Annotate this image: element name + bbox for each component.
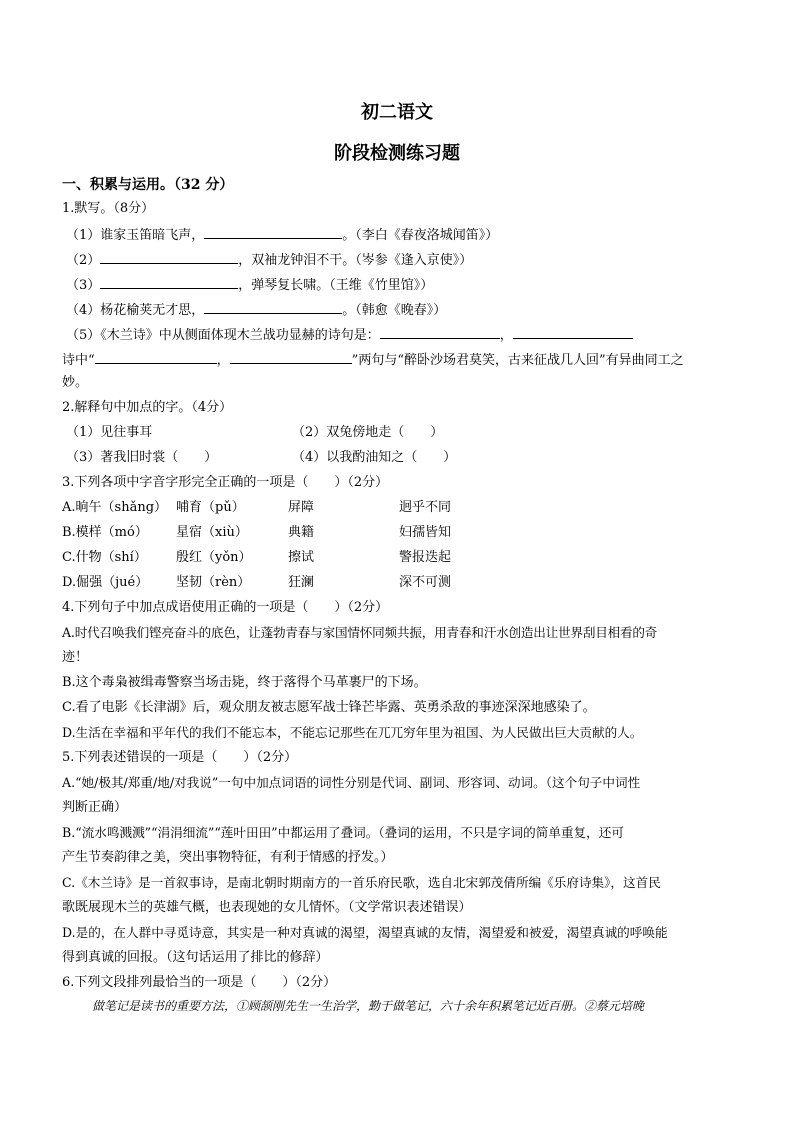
q1-item-4-prefix: （4）杨花榆荚无才思， <box>66 303 205 318</box>
q3-option-d-2: 坚韧（rèn） <box>176 575 251 590</box>
answer-blank[interactable] <box>513 325 633 339</box>
q4-option-a-cont: 迹！ <box>62 650 89 665</box>
q3-option-d-4: 深不可测 <box>399 575 452 590</box>
q5-option-c-cont: 歌既展现木兰的英雄气概，也表现她的女儿情怀。（文学常识表述错误） <box>62 900 472 915</box>
answer-blank[interactable] <box>100 250 238 264</box>
q1-item-5-line2-prefix: 诗中“ <box>62 353 95 368</box>
q5-option-d-cont: 得到真诚的回报。（这句话运用了排比的修辞） <box>62 950 329 965</box>
q3-option-b-1: B.模样（mó） <box>62 525 148 540</box>
q1-item-5-line2 <box>62 350 684 370</box>
q2-item-3: （3）著我旧时裳（ ） <box>66 450 218 465</box>
q1-item-4 <box>66 300 446 320</box>
q2-item-2: （2）双兔傍地走（ ） <box>292 425 444 440</box>
q5-option-d: D.是的，在人群中寻觅诗意，其实是一种对真诚的渴望，渴望真诚的友情，渴望爱和被爱，渴望真诚的呼唤能 <box>62 925 668 940</box>
q3-option-a-3: 屏障 <box>288 500 315 515</box>
q3-option-b-4: 妇孺皆知 <box>399 525 452 540</box>
q3-stem: 3.下列各项中字音字形完全正确的一项是（ ）（2分） <box>62 475 389 490</box>
q4-option-a: A.时代召唤我们铿亮奋斗的底色，让蓬勃青春与家国情怀同频共振，用青春和汗水创造出让世界刮目相看的奇 <box>62 625 658 640</box>
q3-option-c-1: C.什物（shí） <box>62 550 147 565</box>
q3-option-a-2: 哺育（pǔ） <box>176 500 245 515</box>
q4-option-b: B.这个毒枭被缉毒警察当场击毙，终于落得个马革裹尸的下场。 <box>62 675 427 690</box>
document-subtitle: 阶段检测练习题 <box>334 143 460 164</box>
q6-stem: 6.下列文段排列最恰当的一项是（ ）（2分） <box>62 975 337 990</box>
q5-option-b: B.“流水鸣溅溅”“涓涓细流”“莲叶田田”中都运用了叠词。（叠词的运用，不只是字词的简单重复，还可 <box>62 825 624 840</box>
q5-option-c: C.《木兰诗》是一首叙事诗，是南北朝时期南方的一首乐府民歌，选自北宋郭茂倩所编《乐府诗集》，这首民 <box>62 875 661 890</box>
q3-option-b-2: 星宿（xiù） <box>176 525 248 540</box>
q1-item-1 <box>66 225 498 245</box>
answer-blank[interactable] <box>204 300 342 314</box>
q5-option-b-cont: 产生节奏韵律之美，突出事物特征，有利于情感的抒发。） <box>62 850 394 865</box>
q2-item-4: （4）以我酌油知之（ ） <box>292 450 457 465</box>
q5-stem: 5.下列表述错误的一项是（ ）（2分） <box>62 750 298 765</box>
q3-option-d-1: D.倔强（jué） <box>62 575 149 590</box>
q1-item-2-prefix: （2） <box>66 253 101 268</box>
answer-blank[interactable] <box>95 350 217 364</box>
q2-item-1: （1）见往事耳 <box>66 425 153 440</box>
answer-blank[interactable] <box>100 275 238 289</box>
q1-item-5-line2-suffix: ”两句与“醉卧沙场君莫笑，古来征战几人回”有异曲同工之 <box>351 353 684 368</box>
q1-item-2 <box>66 250 472 270</box>
q1-item-1-suffix: 。（李白《春夜洛城闻笛》） <box>342 228 499 243</box>
q3-option-c-3: 擦试 <box>288 550 315 565</box>
q3-option-b-3: 典籍 <box>288 525 315 540</box>
q1-item-3 <box>66 275 433 295</box>
q1-item-1-prefix: （1）谁家玉笛暗飞声， <box>66 228 205 243</box>
q5-option-a-cont: 判断正确） <box>62 800 128 815</box>
q1-item-5-line3: 妙。 <box>62 375 89 390</box>
section-heading: 一、积累与运用。（32 分） <box>62 177 234 193</box>
q2-stem: 2.解释句中加点的字。（4分） <box>62 400 233 415</box>
document-title: 初二语文 <box>361 102 433 123</box>
q1-item-3-prefix: （3） <box>66 278 101 293</box>
q4-stem: 4.下列句子中加点成语使用正确的一项是（ ）（2分） <box>62 600 389 615</box>
q1-item-5-line2-comma: ， <box>216 353 230 368</box>
q3-option-d-3: 狂澜 <box>288 575 315 590</box>
answer-blank[interactable] <box>204 225 342 239</box>
q1-item-5-comma: ， <box>499 328 513 343</box>
q3-option-a-4: 迥乎不同 <box>399 500 452 515</box>
q1-item-2-suffix: ，双袖龙钟泪不干。（岑参《逢入京使》） <box>238 253 473 268</box>
q5-option-a: A.“她/极其/郑重/地/对我说”一句中加点词语的词性分别是代词、副词、形容词、动词。（这个句子中词性 <box>62 775 641 790</box>
q3-option-c-4: 警报迭起 <box>399 550 452 565</box>
q1-item-5-prefix: （5）《木兰诗》中从侧面体现木兰战功显赫的诗句是： <box>66 328 380 343</box>
q1-stem: 1.默写。（8分） <box>62 201 155 216</box>
answer-blank[interactable] <box>380 325 500 339</box>
q4-option-c: C.看了电影《长津湖》后，观众朋友被志愿军战士锋芒毕露、英勇杀敌的事迹深深地感染了。 <box>62 700 596 715</box>
q4-option-d: D.生活在幸福和平年代的我们不能忘本，不能忘记那些在兀兀穷年里为祖国、为人民做出巨大贡献的人。 <box>62 725 643 740</box>
q3-option-c-2: 殷红（yǒn） <box>176 550 252 565</box>
answer-blank[interactable] <box>230 350 352 364</box>
q3-option-a-1: A.晌午（shǎng） <box>62 500 168 515</box>
q1-item-3-suffix: ，弹琴复长啸。（王维《竹里馆》） <box>238 278 434 293</box>
q1-item-4-suffix: 。（韩愈《晚春》） <box>342 303 447 318</box>
q1-item-5 <box>66 325 633 345</box>
q6-passage: 做笔记是读书的重要方法，①顾颉刚先生一生治学，勤于做笔记，六十余年积累笔记近百册。②蔡元培晚 <box>92 999 645 1013</box>
